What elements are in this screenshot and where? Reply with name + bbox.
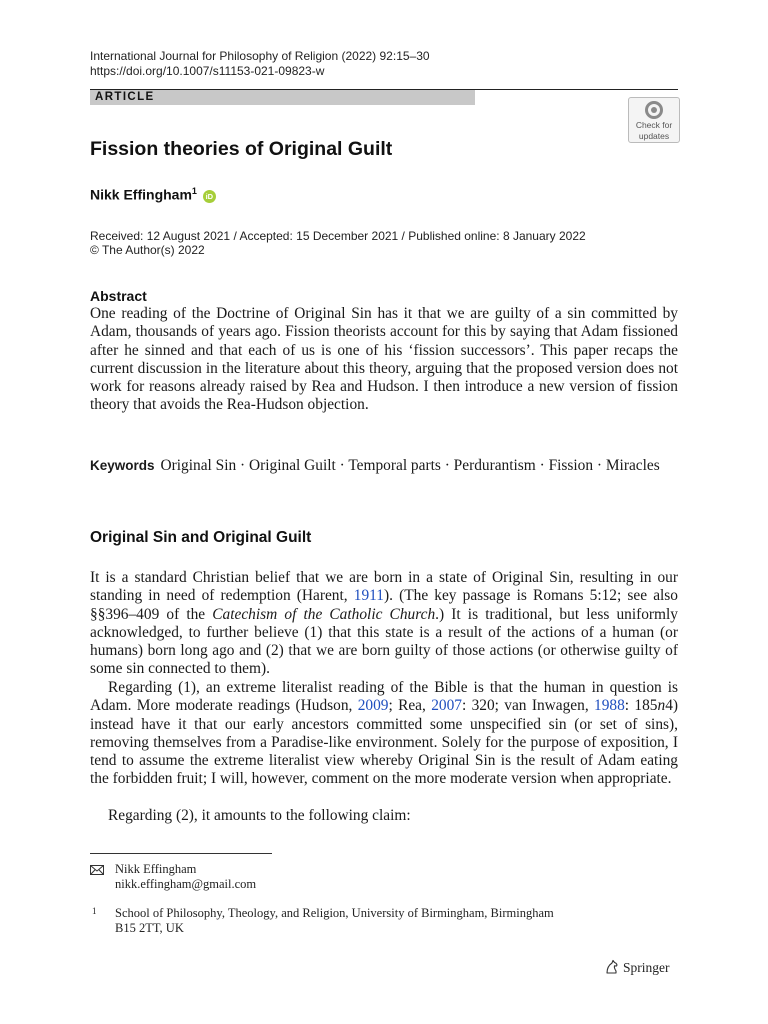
- check-for-updates-icon: [645, 101, 663, 119]
- affiliation-text: School of Philosophy, Theology, and Religion, University of Birmingham, Birmingham B15 2TT, UK: [115, 906, 554, 935]
- orcid-icon[interactable]: iD: [203, 190, 216, 203]
- keywords-label: Keywords: [90, 458, 155, 473]
- citation-link[interactable]: 2007: [431, 697, 462, 715]
- article-type-bar: [90, 89, 475, 105]
- header-rule: [475, 89, 678, 90]
- footnote-rule: [90, 853, 272, 854]
- abstract-heading: Abstract: [90, 288, 147, 304]
- citation-link[interactable]: 1988: [594, 697, 625, 715]
- corresponding-author-email[interactable]: nikk.effingham@gmail.com: [115, 877, 257, 891]
- author-line: [90, 186, 216, 203]
- envelope-icon: [90, 865, 104, 875]
- paragraph-1: It is a standard Christian belief that we are born in a state of Original Sin, resulting in our standing in need of redemption (Harent, 1911). (The key passage is Romans 5:12; see also §§396–409 of the Catechism of the Catholic Church.) It is traditional, but less uniformly acknowledged, to further believe (1) that this state is a result of the actions of a human (or humans) born long ago and (2) that we are born guilty of those actions (or otherwise guilty of some sin connected to them).: [90, 569, 679, 678]
- doi-link[interactable]: https://doi.org/10.1007/s11153-021-09823-w: [90, 64, 325, 78]
- springer-horse-icon: [604, 959, 620, 975]
- publisher-logo: [604, 959, 670, 976]
- article-type-label: ARTICLE: [95, 91, 155, 103]
- badge-line-2: updates: [638, 131, 670, 141]
- author-affiliation-mark: 1: [191, 186, 197, 196]
- keywords: [90, 457, 678, 475]
- citation-link[interactable]: 1911: [353, 587, 384, 605]
- check-for-updates-badge[interactable]: [628, 97, 680, 143]
- copyright-notice: © The Author(s) 2022: [90, 243, 205, 257]
- paragraph-2: Regarding (1), an extreme literalist reading of the Bible is that the human in question is Adam. More moderate readings (Hudson, 2009; Rea, 2007: 320; van Inwagen, 1988: 185n4) instead have it that our early ancestors committed some unspecified sin (or set of sins), removing themselves from a Paradise-like environment. Solely for the purpose of exposition, I tend to assume the extreme literalist view whereby Original Sin is the result of Adam eating the forbidden fruit; I will, however, comment on the more moderate version when appropriate.: [90, 679, 679, 788]
- abstract-text: One reading of the Doctrine of Original Sin has it that we are guilty of a sin committed by Adam, thousands of years ago. Fission theorists account for this by saying that Adam fissioned after he sinned and that each of us is one of his ‘fission successors’. This paper recaps the current discussion in the literature about this theory, arguing that the proposed version does not work for reasons already raised by Rea and Hudson. I then introduce a new version of fission theory that avoids the Rea-Hudson objection.: [90, 305, 678, 414]
- author-name: Nikk Effingham: [90, 186, 192, 203]
- corresponding-author-name: Nikk Effingham: [115, 862, 197, 876]
- paragraph-3: Regarding (2), it amounts to the following claim:: [108, 807, 411, 824]
- keywords-list: Original Sin · Original Guilt · Temporal parts · Perdurantism · Fission · Miracles: [160, 457, 660, 474]
- badge-line-1: Check for: [635, 120, 673, 130]
- citation-link[interactable]: 2009: [357, 697, 389, 715]
- affiliation-mark: 1: [92, 906, 97, 916]
- section-heading: Original Sin and Original Guilt: [90, 529, 312, 546]
- publication-dates: Received: 12 August 2021 / Accepted: 15 December 2021 / Published online: 8 January 2022: [90, 229, 586, 243]
- paper-title: Fission theories of Original Guilt: [90, 138, 393, 160]
- publisher-name: Springer: [623, 960, 670, 975]
- journal-citation: International Journal for Philosophy of Religion (2022) 92:15–30: [90, 49, 430, 63]
